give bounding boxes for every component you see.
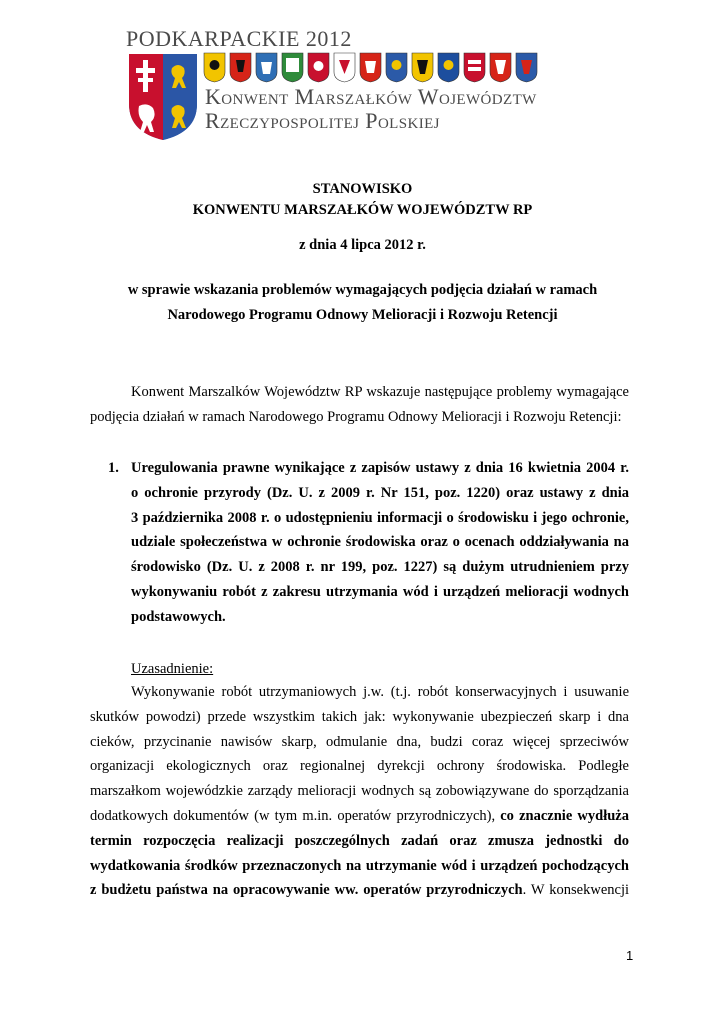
crest-2 — [229, 52, 252, 83]
crest-5 — [307, 52, 330, 83]
item-1-line: podstawowych. — [131, 608, 226, 625]
justification-body — [90, 680, 629, 903]
body-line-part: dodatkowych dokumentów (w tym m.in. operatów przyrodniczych), — [90, 807, 501, 824]
crest-11 — [463, 52, 486, 83]
item-1-line: środowisko (Dz. U. z 2008 r. nr 199, poz. 1227) są dużym utrudnieniem przy — [131, 559, 629, 576]
body-line: marszałkom wojewódzkie zarządy melioracji wodnych są zobowiązywane do sporządzania — [90, 783, 629, 800]
item-1-line: 3 października 2008 r. o udostępnieniu informacji o środowisku i jego ochronie, — [131, 509, 629, 526]
item-1-line: udziale społeczeństwa w ochronie środowiska oraz o ocenach oddziaływania na — [131, 534, 629, 551]
crest-6 — [333, 52, 356, 83]
crest-10 — [437, 52, 460, 83]
intro-line2: podjęcia działań w ramach Narodowego Programu Odnowy Melioracji i Rozwoju Retencji: — [90, 408, 622, 425]
crest-12 — [489, 52, 512, 83]
crest-1 — [203, 52, 226, 83]
crest-3 — [255, 52, 278, 83]
item-1-line: wykonywaniu robót z zakresu utrzymania wód i urządzeń melioracji wodnych — [131, 583, 629, 600]
doc-subject-line1: w sprawie wskazania problemów wymagających podjęcia działań w ramach — [127, 282, 598, 298]
intro-line1: Konwent Marszalków Województw RP wskazuje następujące problemy wymagające — [131, 384, 629, 400]
crest-9 — [411, 52, 434, 83]
doc-title-subheading: KONWENTU MARSZAŁKÓW WOJEWÓDZTW RP — [192, 202, 533, 218]
body-line — [90, 804, 629, 829]
body-line-bold-part: co znacznie wydłuża — [500, 807, 629, 824]
crest-4 — [281, 52, 304, 83]
crest-8 — [385, 52, 408, 83]
body-line: Wykonywanie robót utrzymaniowych j.w. (t.j. robót konserwacyjnych i usuwanie — [131, 684, 629, 700]
body-line: organizacji ekologicznych oraz regionalnej dyrekcji ochrony środowiska. Podległe — [90, 758, 629, 775]
doc-subject-line2: Narodowego Programu Odnowy Melioracji i Rozwoju Retencji — [167, 307, 558, 323]
voivodeship-crests — [203, 52, 538, 83]
org-name-line2: Rzeczypospolitej Polskiej — [205, 108, 440, 133]
doc-title: STANOWISKO — [312, 181, 413, 197]
body-line-bold-part: z budżetu państwa na opracowywanie ww. operatów przyrodniczych — [90, 882, 523, 899]
body-line: termin rozpoczęcia realizacji poszczególnych zadań oraz zmusza jednostki do — [90, 832, 629, 849]
body-line-part: . W konsekwencji — [522, 882, 630, 899]
body-line: skutków powodzi) przede wszystkim takich jak: wykonywanie ubezpieczeń skarp i dna — [90, 708, 629, 725]
crest-13 — [515, 52, 538, 83]
justification-heading: Uzasadnienie: — [131, 661, 214, 677]
crest-7 — [359, 52, 382, 83]
org-name-line1: Konwent Marszałków Województw — [205, 84, 537, 109]
body-line — [90, 878, 629, 903]
podkarpackie-coat-of-arms — [127, 52, 199, 142]
doc-date: z dnia 4 lipca 2012 r. — [299, 237, 426, 253]
header-title: PODKARPACKIE 2012 — [126, 26, 352, 51]
item-number: 1. — [108, 460, 119, 476]
item-1-text — [131, 456, 629, 630]
item-1-line: Uregulowania prawne wynikające z zapisów ustawy z dnia 16 kwietnia 2004 r. — [131, 460, 629, 476]
body-line: wydatkowania środków przeznaczonych na utrzymanie wód i urządzeń pochodzących — [90, 857, 629, 874]
page-number: 1 — [626, 948, 634, 963]
item-1-line: o ochronie przyrody (Dz. U. z 2009 r. Nr 151, poz. 1220) oraz ustawy z dnia — [131, 484, 629, 501]
body-line: cieków, przycinanie nawisów skarp, odmulanie dna, budzi coraz więcej sprzeciwów — [90, 733, 629, 750]
intro-paragraph — [90, 380, 629, 430]
